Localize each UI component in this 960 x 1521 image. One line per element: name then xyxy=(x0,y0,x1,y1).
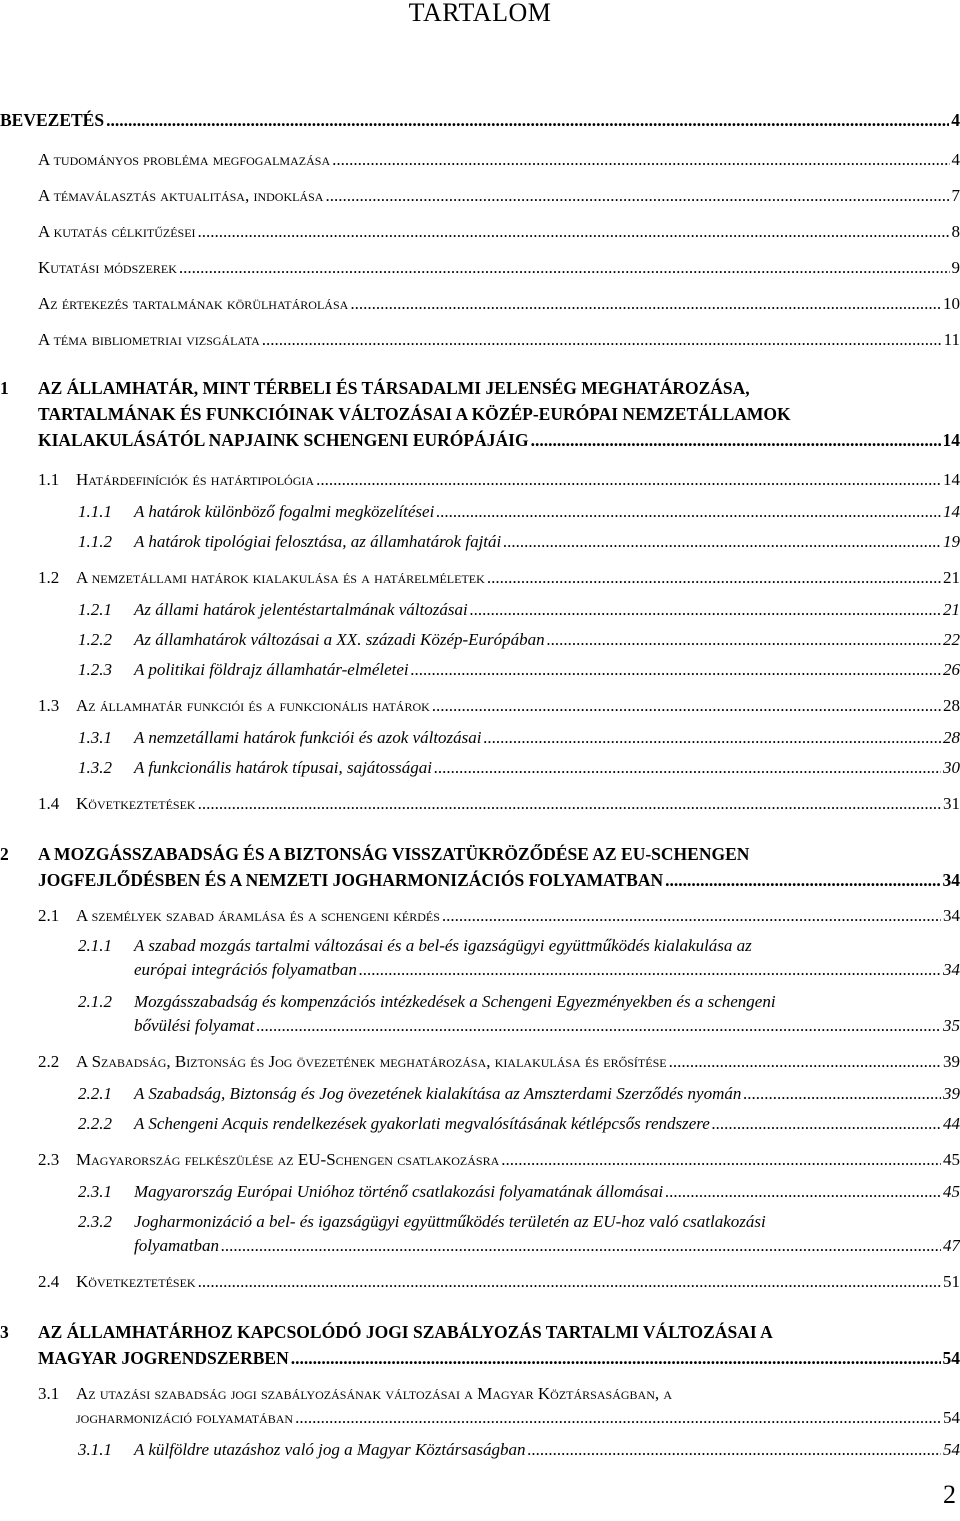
toc-entry[interactable] xyxy=(38,258,960,278)
leader-dots xyxy=(547,630,941,650)
toc-entry-number: 3.1.1 xyxy=(78,1440,112,1459)
toc-entry-page: 54 xyxy=(942,1348,960,1368)
toc-entry-page: 39 xyxy=(943,1052,960,1071)
leader-dots xyxy=(179,258,950,278)
toc-entry-page: 14 xyxy=(943,502,960,521)
toc-entry-label-line: folyamatban xyxy=(134,1236,219,1255)
toc-entry-page: 4 xyxy=(951,150,960,169)
toc-entry-number: 1.3.2 xyxy=(78,758,112,777)
leader-dots xyxy=(531,430,941,451)
toc-entry-label: A határok különböző fogalmi megközelítései xyxy=(134,502,435,521)
toc-entry-number: 2.1.2 xyxy=(78,992,112,1011)
toc-entry-number: 1.3.1 xyxy=(78,728,112,747)
toc-entry[interactable] xyxy=(38,330,960,350)
leader-dots xyxy=(291,1348,941,1369)
toc-entry-chapter-2[interactable] xyxy=(38,870,960,891)
leader-dots xyxy=(332,150,949,170)
toc-entry-label-line: bővülési folyamat xyxy=(134,1016,255,1035)
chapter-number: 1 xyxy=(0,378,9,398)
toc-entry[interactable] xyxy=(38,794,960,814)
toc-entry-chapter-1[interactable] xyxy=(38,430,960,451)
toc-entry-label: Az értekezés tartalmának körülhatárolása xyxy=(38,294,349,313)
toc-entry-label: A nemzetállami határok funkciói és azok változásai xyxy=(134,728,482,747)
toc-entry-number: 2.2.1 xyxy=(78,1084,112,1103)
toc-entry-label: Az állami határok jelentéstartalmának változásai xyxy=(134,600,468,619)
toc-entry[interactable] xyxy=(38,1272,960,1292)
toc-entry[interactable] xyxy=(78,660,960,680)
toc-entry[interactable] xyxy=(134,1236,960,1256)
toc-entry-page: 11 xyxy=(943,330,960,349)
toc-entry-label-line[interactable]: A szabad mozgás tartalmi változásai és a bel-és igazságügyi együttműködés kialakulása az xyxy=(134,936,752,955)
toc-entry-label: A Szabadság, Biztonság és Jog övezetének meghatározása, kialakulása és erősítése xyxy=(76,1052,667,1071)
toc-entry[interactable] xyxy=(78,1440,960,1460)
toc-entry[interactable] xyxy=(78,630,960,650)
toc-entry-page: 47 xyxy=(943,1236,960,1255)
toc-entry-number: 2.3 xyxy=(38,1150,60,1169)
leader-dots xyxy=(665,870,940,891)
toc-entry[interactable] xyxy=(38,906,960,926)
toc-entry-label-line[interactable]: Az utazási szabadság jogi szabályozásának változásai a Magyar Köztársaságban, a xyxy=(76,1384,673,1403)
toc-entry-page: 21 xyxy=(943,568,960,587)
leader-dots xyxy=(316,470,941,490)
chapter-title-line[interactable]: TARTALMÁNAK ÉS FUNKCIÓINAK VÁLTOZÁSAI A KÖZÉP-EURÓPAI NEMZETÁLLAMOK xyxy=(38,404,791,424)
toc-entry[interactable] xyxy=(78,1114,960,1134)
toc-entry-number: 1.2 xyxy=(38,568,60,587)
toc-entry-page: 26 xyxy=(943,660,960,679)
toc-entry-number: 2.2 xyxy=(38,1052,60,1071)
leader-dots xyxy=(198,222,950,242)
toc-entry-page: 35 xyxy=(943,1016,960,1035)
toc-entry-label: Határdefiníciók és határtipológia xyxy=(76,470,315,489)
toc-entry-page: 34 xyxy=(942,870,960,890)
toc-entry-number: 1.3 xyxy=(38,696,60,715)
toc-entry-label: Magyarország Európai Unióhoz történő csatlakozási folyamatának állomásai xyxy=(134,1182,664,1201)
toc-entry-page: 34 xyxy=(943,906,960,925)
toc-entry[interactable] xyxy=(78,758,960,778)
toc-entry-number: 2.4 xyxy=(38,1272,60,1291)
toc-entry-label: Következtetések xyxy=(76,794,196,813)
leader-dots xyxy=(434,758,941,778)
leader-dots xyxy=(442,906,941,926)
chapter-number: 2 xyxy=(0,844,9,864)
leader-dots xyxy=(436,502,941,522)
toc-entry-label: Magyarország felkészülése az EU-Schengen csatlakozásra xyxy=(76,1150,500,1169)
chapter-title-line: JOGFEJLŐDÉSBEN ÉS A NEMZETI JOGHARMONIZÁCIÓS FOLYAMATBAN xyxy=(38,870,664,890)
toc-entry-page: 31 xyxy=(943,794,960,813)
toc-entry-label: A személyek szabad áramlása és a schengeni kérdés xyxy=(76,906,440,925)
toc-entry[interactable] xyxy=(78,532,960,552)
toc-entry-label: Az államhatárok változásai a XX. századi Közép-Európában xyxy=(134,630,545,649)
leader-dots xyxy=(669,1052,941,1072)
chapter-title-line: MAGYAR JOGRENDSZERBEN xyxy=(38,1348,289,1368)
leader-dots xyxy=(198,1272,941,1292)
toc-entry-page: 21 xyxy=(943,600,960,619)
leader-dots xyxy=(325,186,949,206)
toc-entry-label: BEVEZETÉS xyxy=(0,110,105,130)
toc-entry[interactable] xyxy=(38,294,960,314)
toc-entry[interactable] xyxy=(38,1150,960,1170)
toc-entry-label: A Schengeni Acquis rendelkezések gyakorlati megvalósításának kétlépcsős rendszere xyxy=(134,1114,710,1133)
toc-entry-label-line: európai integrációs folyamatban xyxy=(134,960,357,979)
leader-dots xyxy=(350,294,941,314)
toc-entry-number: 3.1 xyxy=(38,1384,60,1403)
toc-entry-page: 30 xyxy=(943,758,960,777)
toc-entry-label-line[interactable]: Jogharmonizáció a bel- és igazságügyi együttműködés területén az EU-hoz való csatlakozási xyxy=(134,1212,766,1231)
toc-entry-number: 1.2.1 xyxy=(78,600,112,619)
toc-entry-number: 1.2.2 xyxy=(78,630,112,649)
toc-entry-label: Kutatási módszerek xyxy=(38,258,177,277)
toc-entry-page: 44 xyxy=(943,1114,960,1133)
toc-entry-label: A funkcionális határok típusai, sajátosságai xyxy=(134,758,432,777)
toc-entry[interactable] xyxy=(134,1016,960,1036)
toc-entry-label: A Szabadság, Biztonság és Jog övezetének kialakítása az Amszterdami Szerződés nyomán xyxy=(134,1084,742,1103)
toc-entry-label: A kutatás célkitűzései xyxy=(38,222,196,241)
toc-entry-label: Következtetések xyxy=(76,1272,196,1291)
toc-entry-number: 2.1 xyxy=(38,906,60,925)
toc-entry[interactable] xyxy=(38,1052,960,1072)
toc-entry-page: 9 xyxy=(951,258,960,277)
toc-entry-page: 19 xyxy=(943,532,960,551)
toc-entry[interactable] xyxy=(76,1408,960,1428)
toc-entry-page: 14 xyxy=(942,430,960,450)
toc-entry-page: 14 xyxy=(943,470,960,489)
toc-entry[interactable] xyxy=(38,696,960,716)
toc-entry[interactable] xyxy=(78,1084,960,1104)
toc-entry-page: 54 xyxy=(943,1408,960,1427)
leader-dots xyxy=(501,1150,941,1170)
toc-entry-page: 51 xyxy=(943,1272,960,1291)
toc-entry-page: 45 xyxy=(943,1182,960,1201)
toc-entry[interactable] xyxy=(134,960,960,980)
leader-dots xyxy=(262,330,942,350)
toc-entry-page: 10 xyxy=(943,294,960,313)
leader-dots xyxy=(295,1408,941,1428)
toc-entry-number: 1.1.2 xyxy=(78,532,112,551)
toc-entry-page: 4 xyxy=(951,110,960,130)
toc-entry[interactable] xyxy=(38,470,960,490)
toc-entry[interactable] xyxy=(78,600,960,620)
toc-entry-label: A határok tipológiai felosztása, az államhatárok fajtái xyxy=(134,532,502,551)
leader-dots xyxy=(743,1084,941,1104)
leader-dots xyxy=(359,960,941,980)
toc-entry-intro[interactable] xyxy=(0,110,960,131)
page-number: 2 xyxy=(943,1480,956,1509)
page-title: TARTALOM xyxy=(408,0,552,27)
toc-entry-page: 28 xyxy=(943,728,960,747)
toc-entry-page: 45 xyxy=(943,1150,960,1169)
leader-dots xyxy=(198,794,941,814)
toc-entry-number: 1.4 xyxy=(38,794,60,813)
toc-entry-number: 2.3.2 xyxy=(78,1212,112,1231)
toc-entry-page: 7 xyxy=(951,186,960,205)
leader-dots xyxy=(221,1236,941,1256)
chapter-title-line: KIALAKULÁSÁTÓL NAPJAINK SCHENGENI EURÓPÁJÁIG xyxy=(38,430,529,450)
toc-entry-number: 1.1 xyxy=(38,470,60,489)
toc-entry-label-line[interactable]: Mozgásszabadság és kompenzációs intézkedések a Schengeni Egyezményekben és a schengeni xyxy=(134,992,776,1011)
toc-entry-number: 1.1.1 xyxy=(78,502,112,521)
leader-dots xyxy=(411,660,941,680)
toc-entry[interactable] xyxy=(38,150,960,170)
toc-entry-number: 2.2.2 xyxy=(78,1114,112,1133)
chapter-number: 3 xyxy=(0,1322,9,1342)
chapter-title-line[interactable]: AZ ÁLLAMHATÁRHOZ KAPCSOLÓDÓ JOGI SZABÁLYOZÁS TARTALMI VÁLTOZÁSAI A xyxy=(38,1322,773,1342)
leader-dots xyxy=(470,600,941,620)
toc-entry-page: 22 xyxy=(943,630,960,649)
leader-dots xyxy=(503,532,941,552)
leader-dots xyxy=(527,1440,941,1460)
toc-entry-label-line: jogharmonizáció folyamatában xyxy=(76,1408,294,1427)
toc-entry-page: 34 xyxy=(943,960,960,979)
chapter-title-line[interactable]: AZ ÁLLAMHATÁR, MINT TÉRBELI ÉS TÁRSADALMI JELENSÉG MEGHATÁROZÁSA, xyxy=(38,378,750,398)
toc-entry[interactable] xyxy=(38,222,960,242)
toc-entry-label: A tudományos probléma megfogalmazása xyxy=(38,150,331,169)
toc-entry-page: 39 xyxy=(943,1084,960,1103)
toc-entry-label: A téma bibliometriai vizsgálata xyxy=(38,330,260,349)
toc-entry-page: 54 xyxy=(943,1440,960,1459)
leader-dots xyxy=(256,1016,941,1036)
toc-entry-label: A nemzetállami határok kialakulása és a határelméletek xyxy=(76,568,485,587)
toc-entry-label: Az államhatár funkciói és a funkcionális határok xyxy=(76,696,430,715)
leader-dots xyxy=(665,1182,941,1202)
toc-entry[interactable] xyxy=(38,186,960,206)
toc-entry-chapter-3[interactable] xyxy=(38,1348,960,1369)
chapter-title-line[interactable]: A MOZGÁSSZABADSÁG ÉS A BIZTONSÁG VISSZATÜKRÖZŐDÉSE AZ EU-SCHENGEN xyxy=(38,844,750,864)
toc-entry[interactable] xyxy=(78,728,960,748)
toc-entry-label: A politikai földrajz államhatár-elméletei xyxy=(134,660,409,679)
toc-entry-label: A témaválasztás aktualitása, indoklása xyxy=(38,186,324,205)
toc-entry-page: 28 xyxy=(943,696,960,715)
toc-entry-number: 1.2.3 xyxy=(78,660,112,679)
leader-dots xyxy=(484,728,941,748)
leader-dots xyxy=(487,568,941,588)
leader-dots xyxy=(432,696,941,716)
toc-entry-number: 2.3.1 xyxy=(78,1182,112,1201)
leader-dots xyxy=(712,1114,941,1134)
toc-entry-label: A külföldre utazáshoz való jog a Magyar Köztársaságban xyxy=(134,1440,526,1459)
toc-entry-number: 2.1.1 xyxy=(78,936,112,955)
leader-dots xyxy=(106,110,949,131)
toc-entry[interactable] xyxy=(78,502,960,522)
toc-entry-page: 8 xyxy=(951,222,960,241)
toc-entry[interactable] xyxy=(78,1182,960,1202)
toc-entry[interactable] xyxy=(38,568,960,588)
